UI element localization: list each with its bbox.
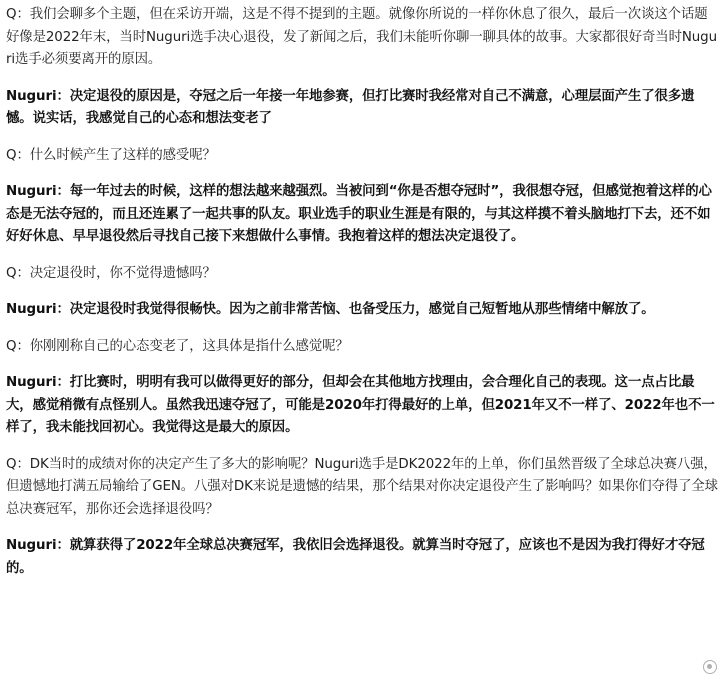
speaker-label: Q： [6, 7, 30, 22]
paragraph-text: 打比赛时，明明有我可以做得更好的部分，但却会在其他地方找理由，会合理化自己的表现。这一点占比最大，感觉稍微有点怪别人。虽然我迅速夺冠了，可能是2020年打得最好的上单，但2021年又不一样了、2022年也不一样了，我未能找回初心。我觉得这是最大的原因。 [6, 375, 715, 435]
answer-paragraph [6, 535, 718, 580]
question-paragraph [6, 336, 718, 359]
paragraph-text: 决定退役的原因是，夺冠之后一年接一年地参赛，但打比赛时我经常对自己不满意，心理层面产生了很多遗憾。说实话，我感觉自己的心态和想法变老了 [6, 88, 695, 126]
speaker-label: Nuguri： [6, 375, 70, 390]
question-paragraph [6, 263, 718, 286]
speaker-label: Nuguri： [6, 538, 70, 553]
question-paragraph [6, 4, 718, 72]
speaker-label: Q： [6, 265, 30, 281]
paragraph-text: 你刚刚称自己的心态变老了，这具体是指什么感觉呢？ [29, 338, 349, 354]
paragraph-text: 每一年过去的时候，这样的想法越来越强烈。当被问到“你是否想夺冠时”，我很想夺冠，但感觉抱着这样的心态是无法夺冠的，而且还连累了一起共事的队友。职业选手的职业生涯是有限的，与其这样摸不着头脑地打下去，还不如好好休息、早早退役然后寻找自己接下来想做什么事情。我抱着这样的想法决定退役了。 [6, 184, 712, 244]
speaker-label: Q： [6, 338, 30, 354]
article-body [6, 4, 718, 594]
answer-paragraph [6, 372, 718, 440]
paragraph-text: 决定退役时，你不觉得遗憾吗？ [29, 265, 216, 281]
answer-paragraph [6, 86, 718, 131]
speaker-label: Nuguri： [6, 88, 70, 104]
answer-paragraph [6, 181, 718, 249]
question-paragraph [6, 454, 718, 522]
speaker-label: Nuguri： [6, 184, 70, 199]
paragraph-text: 我们会聊多个主题，但在采访开端，这是不得不提到的主题。就像你所说的一样你休息了很久，最后一次谈这个话题好像是2022年末，当时Nuguri选手决心退役，发了新闻之后，我们未能听你聊一聊具体的故事。大家都很好奇当时Nuguri选手必须要离开的原因。 [6, 7, 717, 67]
paragraph-text: DK当时的成绩对你的决定产生了多大的影响呢？Nuguri选手是DK2022年的上单，你们虽然晋级了全球总决赛八强，但遗憾地打满五局输给了GEN。八强对DK来说是遗憾的结果，那个结果对你决定退役产生了影响吗？如果你们夺得了全球总决赛冠军，那你还会选择退役吗？ [6, 456, 718, 517]
answer-paragraph [6, 299, 718, 322]
weibo-logo-icon [703, 660, 717, 674]
speaker-label: Q： [6, 147, 30, 163]
speaker-label: Nuguri： [6, 302, 70, 317]
weibo-watermark [700, 659, 720, 675]
question-paragraph [6, 145, 718, 168]
paragraph-text: 就算获得了2022年全球总决赛冠军，我依旧会选择退役。就算当时夺冠了，应该也不是因为我打得好才夺冠的。 [6, 538, 705, 576]
speaker-label: Q： [6, 456, 30, 472]
paragraph-text: 什么时候产生了这样的感受呢？ [29, 147, 216, 163]
paragraph-text: 决定退役时我觉得很畅快。因为之前非常苦恼、也备受压力，感觉自己短暂地从那些情绪中解放了。 [69, 302, 655, 317]
